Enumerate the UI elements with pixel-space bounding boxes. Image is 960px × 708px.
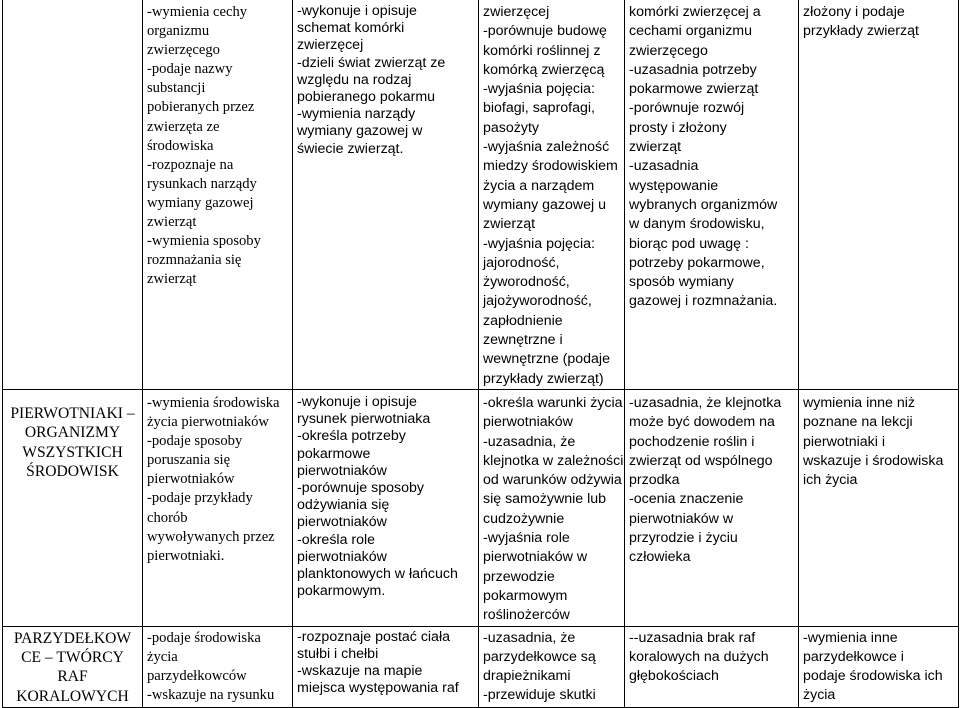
table-cell	[143, 626, 293, 707]
cell-text-line: -wyjaśnia role	[483, 530, 570, 547]
cell-text-line: chorób	[147, 509, 188, 526]
table-cell	[799, 0, 959, 389]
cell-text-line: drapieżnikami	[483, 668, 571, 685]
table-cell	[143, 389, 293, 626]
cell-text-line: wymiany gazowej	[147, 194, 254, 211]
table-row	[3, 0, 959, 389]
cell-text-line: zwierzęcej	[483, 4, 550, 20]
cell-text-line: organizmu	[147, 23, 210, 40]
cell-text-line: stułbi i chełbi	[297, 645, 379, 662]
cell-text-line: zapłodnienie	[483, 312, 563, 329]
cell-text-line: zwierząt	[629, 139, 682, 156]
cell-text-line: parzydełkowców	[147, 667, 247, 684]
cell-text-line: zewnętrzne i	[483, 332, 563, 349]
cell-text-line: zwierząt od wspólnego	[629, 452, 773, 469]
cell-text-line: -uzasadnia, że	[483, 629, 576, 646]
cell-text-line: KORALOWYCH	[16, 687, 129, 705]
cell-text-line: względu na rodzaj	[297, 71, 412, 88]
cell-text-line: -wymienia sposoby	[147, 233, 261, 250]
cell-text-line: -wskazuje na rysunku	[147, 686, 275, 703]
cell-text-line: pierwotniaków w	[629, 510, 734, 527]
cell-text-line: -określa potrzeby	[297, 428, 406, 445]
cell-text-line: pokarmowe	[297, 445, 371, 462]
cell-text-line: zwierząt	[147, 214, 197, 231]
cell-text-line: -wyjaśnia pojęcia:	[483, 81, 595, 98]
cell-text-line: głębokościach	[629, 668, 719, 685]
cell-text-line: rozmnażania się	[147, 252, 242, 269]
table-cell	[625, 389, 799, 626]
table-cell	[293, 389, 479, 626]
table-row	[3, 389, 959, 626]
cell-text-line: przykłady zwierząt)	[483, 370, 604, 387]
cell-text-line: -wykonuje i opisuje	[297, 3, 417, 19]
cell-text-line: -wymienia cechy	[147, 4, 248, 20]
cell-text-line: gazowej i rozmnażania.	[629, 293, 778, 310]
cell-text-line: człowieka	[629, 549, 691, 566]
cell-text-line: komórki zwierzęcej a	[629, 4, 761, 20]
cell-text-line: wybranych organizmów	[629, 196, 778, 213]
table-cell	[3, 626, 143, 707]
cell-text-line: występowanie	[629, 177, 719, 194]
cell-text-line: złożony i podaje	[803, 4, 905, 20]
cell-text-line: jajorodność,	[483, 254, 560, 271]
cell-text-line: biorąc pod uwagę :	[629, 235, 749, 252]
cell-text-line: się samożywnie lub	[483, 491, 607, 508]
table-cell	[3, 0, 143, 389]
cell-text-line: -określa role	[297, 531, 376, 548]
cell-text-line: -rozpoznaje postać ciała	[297, 628, 450, 645]
cell-text-line: wymienia inne niż	[803, 394, 915, 411]
cell-text-line: -wymienia inne	[803, 629, 898, 646]
cell-text-line: pasożyty	[483, 119, 539, 136]
cell-text-line: przodka	[629, 472, 680, 489]
cell-text-line: klejnotka w zależności	[483, 452, 624, 469]
table-cell	[479, 626, 625, 707]
cell-text-line: ŚRODOWISK	[26, 463, 119, 481]
cell-text-line: -wymienia środowiska	[147, 394, 280, 411]
cell-text-line: WSZYSTKICH	[22, 443, 123, 461]
table-row	[3, 626, 959, 707]
cell-text-line: sposób wymiany	[629, 274, 734, 291]
cell-text-line: odżywiania się	[297, 497, 390, 514]
cell-text-line: poznane na lekcji	[803, 414, 913, 431]
cell-text-line: -porównuje budowę	[483, 23, 607, 40]
cell-text-line: życia	[803, 687, 836, 704]
cell-text-line: -podaje sposoby	[147, 433, 243, 450]
cell-text-line: -podaje nazwy	[147, 61, 233, 78]
table-cell	[479, 389, 625, 626]
cell-text-line: pochodzenie roślin i	[629, 433, 755, 450]
cell-text-line: zwierzęcego	[147, 42, 220, 59]
cell-text-line: -wyjaśnia pojęcia:	[483, 235, 595, 252]
cell-text-line: -porównuje rozwój	[629, 100, 745, 117]
cell-text-line: -dzieli świat zwierząt ze	[297, 54, 446, 71]
cell-text-line: PARZYDEŁKOW	[13, 629, 132, 647]
cell-text-line: potrzeby pokarmowe,	[629, 254, 765, 271]
table-body	[3, 0, 959, 707]
cell-text-line: pobieranego pokarmu	[297, 89, 436, 106]
cell-text-line: -wymienia narządy	[297, 106, 416, 123]
cell-text-line: przewodzie	[483, 568, 555, 585]
cell-text-line: ORGANIZMY	[24, 424, 121, 442]
cell-text-line: pobieranych przez	[147, 99, 255, 116]
cell-text-line: pierwotniaków	[297, 548, 387, 565]
table-cell	[479, 0, 625, 389]
table-cell	[293, 626, 479, 707]
cell-text-line: poruszania się	[147, 452, 231, 469]
cell-text-line: życia pierwotniaków	[147, 414, 269, 431]
cell-text-line: rysunek pierwotniaka	[297, 411, 431, 428]
cell-text-line: pierwotniaków	[297, 514, 387, 531]
table-cell	[293, 0, 479, 389]
cell-text-line: podaje środowiska ich	[803, 668, 943, 685]
cell-text-line: przykłady zwierząt	[803, 23, 919, 40]
table-cell	[799, 389, 959, 626]
cell-text-line: -podaje przykłady	[147, 490, 253, 507]
cell-text-line: zwierząt	[147, 271, 197, 288]
cell-text-line: -uzasadnia	[629, 158, 699, 175]
cell-text-line: komórki roślinnej z	[483, 42, 601, 59]
cell-text-line: cudzożywnie	[483, 510, 565, 527]
cell-text-line: -uzasadnia potrzeby	[629, 61, 757, 78]
cell-text-line: pokarmowym	[483, 587, 568, 604]
cell-text-line: zwierząt	[483, 216, 536, 233]
cell-text-line: ich życia	[803, 472, 858, 489]
cell-text-line: --uzasadnia brak raf	[629, 629, 756, 646]
cell-text-line: cechami organizmu	[629, 23, 753, 40]
curriculum-table	[2, 0, 959, 708]
table-cell	[3, 389, 143, 626]
cell-text-line: substancji	[147, 80, 206, 97]
cell-text-line: pokarmowym.	[297, 583, 386, 600]
cell-text-line: pierwotniaki i	[803, 433, 886, 450]
cell-text-line: -przewiduje skutki	[483, 687, 596, 704]
cell-text-line: wywoływanych przez	[147, 528, 275, 545]
cell-text-line: miejsca występowania raf	[297, 680, 459, 697]
cell-text-line: parzydełkowce są	[483, 648, 596, 665]
cell-text-line: rysunkach narządy	[147, 175, 257, 192]
cell-text-line: koralowych na dużych	[629, 648, 769, 665]
table-cell	[143, 0, 293, 389]
cell-text-line: pierwotniaków w	[483, 549, 588, 566]
cell-text-line: RAF	[57, 668, 88, 686]
cell-text-line: może być dowodem na	[629, 414, 775, 431]
cell-text-line: CE – TWÓRCY	[21, 648, 124, 666]
cell-text-line: -rozpoznaje na	[147, 156, 234, 173]
cell-text-line: świecie zwierząt.	[297, 140, 404, 157]
cell-text-line: życia	[147, 648, 178, 665]
cell-text-line: komórką zwierzęcą	[483, 61, 605, 78]
cell-text-line: -wskazuje na mapie	[297, 662, 423, 679]
cell-text-line: zwierzęcej	[297, 37, 364, 54]
table-cell	[625, 0, 799, 389]
cell-text-line: pierwotniaków	[297, 462, 387, 479]
cell-text-line: wewnętrzne (podaje	[483, 351, 610, 368]
cell-text-line: -wyjaśnia zależność	[483, 139, 610, 156]
cell-text-line: -uzasadnia, że	[483, 433, 576, 450]
cell-text-line: pierwotniaków	[147, 471, 235, 488]
cell-text-line: pierwotniaki.	[147, 547, 225, 564]
cell-text-line: wymiany gazowej w	[297, 123, 423, 140]
cell-text-line: życia a narządem	[483, 177, 595, 194]
cell-text-line: -porównuje sposoby	[297, 479, 424, 496]
cell-text-line: żyworodność,	[483, 274, 570, 291]
cell-text-line: jajożyworodność,	[483, 293, 592, 310]
cell-text-line: planktonowych w łańcuch	[297, 565, 458, 582]
cell-text-line: środowiska	[147, 137, 214, 154]
cell-text-line: -określa warunki życia	[483, 394, 623, 411]
cell-text-line: miedzy środowiskiem	[483, 158, 618, 175]
cell-text-line: zwierzęta ze	[147, 118, 220, 135]
table-cell	[625, 626, 799, 707]
cell-text-line: -ocenia znaczenie	[629, 491, 744, 508]
table-cell	[799, 626, 959, 707]
cell-text-line: roślinożerców	[483, 607, 570, 624]
cell-text-line: pokarmowe zwierząt	[629, 81, 759, 98]
cell-text-line: od warunków odżywia	[483, 472, 622, 489]
cell-text-line: parzydełkowce i	[803, 648, 904, 665]
cell-text-line: przyrodzie i życiu	[629, 530, 738, 547]
cell-text-line: wskazuje i środowiska	[803, 452, 944, 469]
cell-text-line: w danym środowisku,	[629, 216, 765, 233]
cell-text-line: -wykonuje i opisuje	[297, 393, 417, 410]
cell-text-line: -podaje środowiska	[147, 629, 261, 646]
cell-text-line: -uzasadnia, że klejnotka	[629, 394, 782, 411]
cell-text-line: biofagi, saprofagi,	[483, 100, 595, 117]
cell-text-line: pierwotniaków	[483, 414, 573, 431]
cell-text-line: zwierzęcego	[629, 42, 708, 59]
cell-text-line: PIERWOTNIAKI –	[10, 404, 135, 422]
cell-text-line: schemat komórki	[297, 20, 405, 37]
cell-text-line: prosty i złożony	[629, 119, 727, 136]
cell-text-line: wymiany gazowej u	[483, 196, 607, 213]
